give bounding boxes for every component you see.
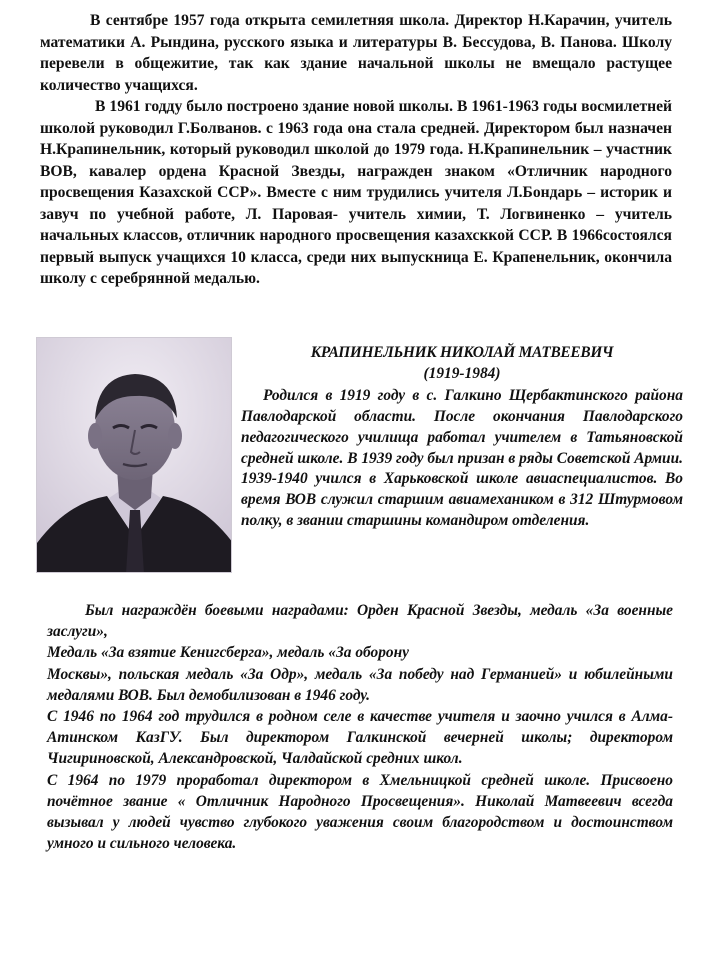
person-name: КРАПИНЕЛЬНИК НИКОЛАЙ МАТВЕЕВИЧ — [310, 344, 614, 361]
biography-text: Родился в 1919 году в с. Галкино Щербактинского района Павлодарской области. После окончания Павлодарского педагогического училища работал учителем в Татьяновской средней школе. В 1939 году был призан в ряды Советской Армии. 1939-1940 учился в Харьковской школе авиаспециалистов. Во время ВОВ служил старшим авиамехаником в 312 Штурмовом полку, в звании старшины командиром отделения. — [241, 386, 683, 530]
intro-section — [40, 10, 672, 290]
later-career-paragraph: С 1964 по 1979 проработал директором в Хмельницкой средней школе. Присвоено почётное звание « Отличник Народного Просвещения». Николай Матвеевич всегда вызывал у людей чувство глубокого уважения своим благородством и достоинством умного и сильного человека. — [47, 771, 673, 853]
portrait-icon — [37, 338, 232, 573]
biography-section — [241, 343, 683, 532]
person-years: (1919-1984) — [423, 364, 501, 382]
intro-paragraph-2: В 1961 годду было построено здание новой школы. В 1961-1963 годы восмилетней школой руководил Г.Болванов. с 1963 года она стала средней. Директором был назначен Н.Крапинельник, который руководил школой до 1979 года. Н.Крапинельник – участник ВОВ, кавалер ордена Красной Звезды, награжден знаком «Отличник народного просвещения Казахской ССР». Вместе с ним трудились учителя Л.Бондарь – историк и завуч по учебной работе, Л. Паровая- учитель химии, Т. Логвиненко – учитель начальных классов, отличник народного просвещения казахсккой ССР. В 1966состоялся первый выпуск учащихся 10 класса, среди них выпускница Е. Крапенельник, окончила школу с серебрянной медалью. — [40, 98, 672, 287]
awards-paragraph-3: Москвы», польская медаль «За Одр», медаль «За победу над Германией» и юбилейными медалями ВОВ. Был демобилизован в 1946 году. — [47, 665, 673, 704]
awards-paragraph-2: Медаль «За взятие Кенигсберга», медаль «За оборону — [47, 644, 409, 662]
intro-paragraph-1: В сентябре 1957 года открыта семилетняя школа. Директор Н.Карачин, учитель математики А. Рындина, русского языка и литературы В. Бессудова, В. Панова. Школу перевели в общежитие, так как здание начальной школы не вмещало растущее количество учащихся. — [40, 12, 672, 94]
awards-paragraph-1: Был награждён боевыми наградами: Орден Красной Звезды, медаль «За военные заслуги», — [47, 602, 673, 641]
awards-section — [47, 600, 673, 854]
career-paragraph: С 1946 по 1964 год трудился в родном селе в качестве учителя и заочно учился в Алма-Атинском КазГУ. Был директором Галкинской вечерней школы; директором Чигириновской, Александровской, Чалдайской средних школ. — [47, 708, 673, 768]
portrait-photo — [36, 337, 232, 573]
